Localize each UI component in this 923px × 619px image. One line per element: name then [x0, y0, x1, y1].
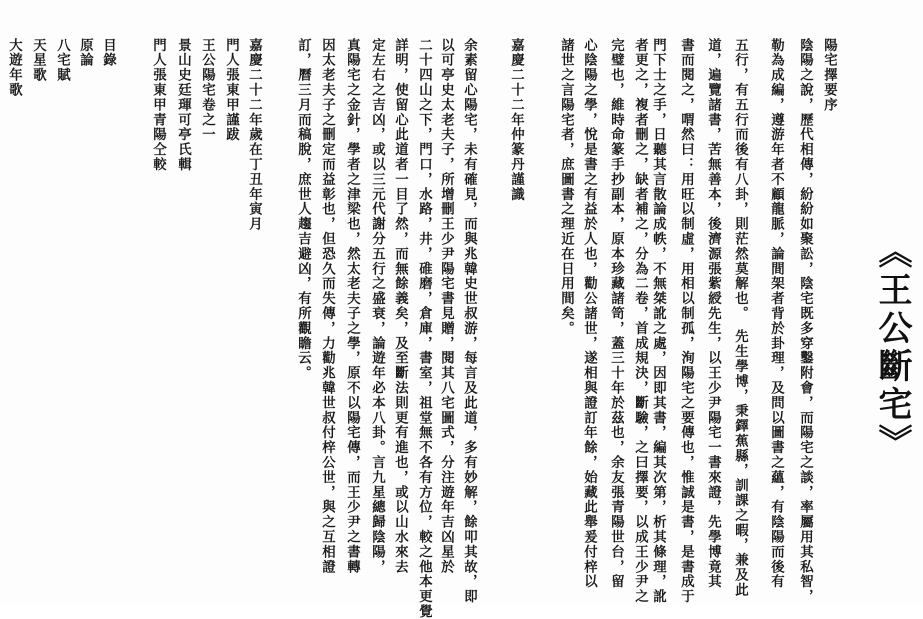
preface-1-line: 諸世之言陽宅者，庶圖書之理近在日用間矣。 — [558, 38, 575, 336]
preface-heading: 陽宅擇要序 — [821, 38, 838, 113]
preface-1-line: 完璧也，維時命篆手抄副本，原本珍藏諸笥，蓋三十年於茲也，余友張青陽世台，留 — [608, 38, 625, 590]
toc-item: 大遊年歌 — [6, 38, 23, 98]
preface-1-line: 勒為成編，遵游年者不顧龍脈，論間架者背於卦理，及問以圖書之蘊，有陰陽而後有 — [768, 38, 785, 590]
preface-2-line: 以可亭史太老夫子，所增刪王少尹陽宅書見贈，閱其八宅圖式，分注遊年吉凶星於 — [438, 38, 455, 575]
credit-line: 王公陽宅卷之一 — [199, 38, 216, 143]
preface-2-line: 定左右之吉凶，或以三元代謝分五行之盛衰，論遊年必本八卦。言九星總歸陰陽， — [369, 38, 386, 575]
credit-line: 景山史廷琿可亭氏輯 — [175, 38, 192, 173]
preface-1-line: 五行，有五行而後有八卦，則茫然莫解也。 先生學博，秉鐸蕉縣，訓課之暇，兼及此 — [732, 38, 749, 598]
toc-item: 原論 — [77, 38, 94, 68]
credit-line: 門人張東甲謹跋 — [223, 38, 240, 143]
preface-2-line: 余素留心陽宅，未有確見，而與兆韓史世叔游，每言及此道，多有妙解，餘叩其故，即 — [461, 38, 478, 605]
preface-1-line: 門下士之手，日聽其言散論成帙，不無桀訛之處，因即其書，編其次第，析其條理，訛 — [650, 38, 667, 605]
preface-1-line: 者更之，複者刪之，缺者補之，分為二卷，首成規決，斷驗，之曰擇要，以成王少尹之 — [632, 38, 649, 605]
preface-2-line: 二十四山之下，門口，水路，井，碓磨，倉庫，書室，祖堂無不各有方位，較之他本更覺 — [416, 38, 433, 619]
preface-2-line: 因太老夫子之刪定而益彰也，但恐久而失傳，力勸兆韓世叔付梓公世，與之互相證 — [319, 38, 336, 575]
credit-line: 門人張東甲青陽仝較 — [150, 38, 167, 173]
toc-heading: 目錄 — [100, 38, 117, 68]
preface-2-line: 真陽宅之金針，學者之津梁也，然太老夫子之學，原不以陽宅傳，而王少尹之書轉 — [344, 38, 361, 575]
preface-2-signature: 嘉慶二十二年歲在丁丑年寅月 — [246, 38, 263, 232]
preface-2-line: 詳明，使留心此道者一目了然，而無餘義矣，及至斷法則更有進也，或以山水來去 — [392, 38, 409, 575]
preface-1-line: 書而閱之，喟然曰：用旺以制虛，用相以制孤，洵陽宅之要傳也，惟誠是書，是書成于 — [678, 38, 695, 605]
preface-1-line: 道，遍覽諸書，苦無善本，後濟源張紫綬先生，以王少尹陽宅一書來證，先學博竟其 — [705, 38, 722, 590]
preface-1-line: 心陰陽之學，悅是書之有益於人也，勸公諸世，遂相與證訂年餘，始藏此舉爰付梓以 — [581, 38, 598, 590]
preface-2-line: 訂，曆三月而稿脫，庶世人趨吉避凶，有所觀瞻云。 — [295, 38, 312, 381]
toc-item: 八宅賦 — [54, 38, 71, 83]
toc-item: 天星歌 — [30, 38, 47, 83]
preface-1-line: 陰陽之說，歷代相傳，紛紛如聚訟，陰宅既多穿鑿附會，而陽宅之談，率屬用其私智， — [797, 38, 814, 605]
preface-1-signature: 嘉慶二十二年仲篆丹謹識 — [508, 38, 525, 202]
book-title: 《王公斷宅》 — [872, 234, 912, 462]
